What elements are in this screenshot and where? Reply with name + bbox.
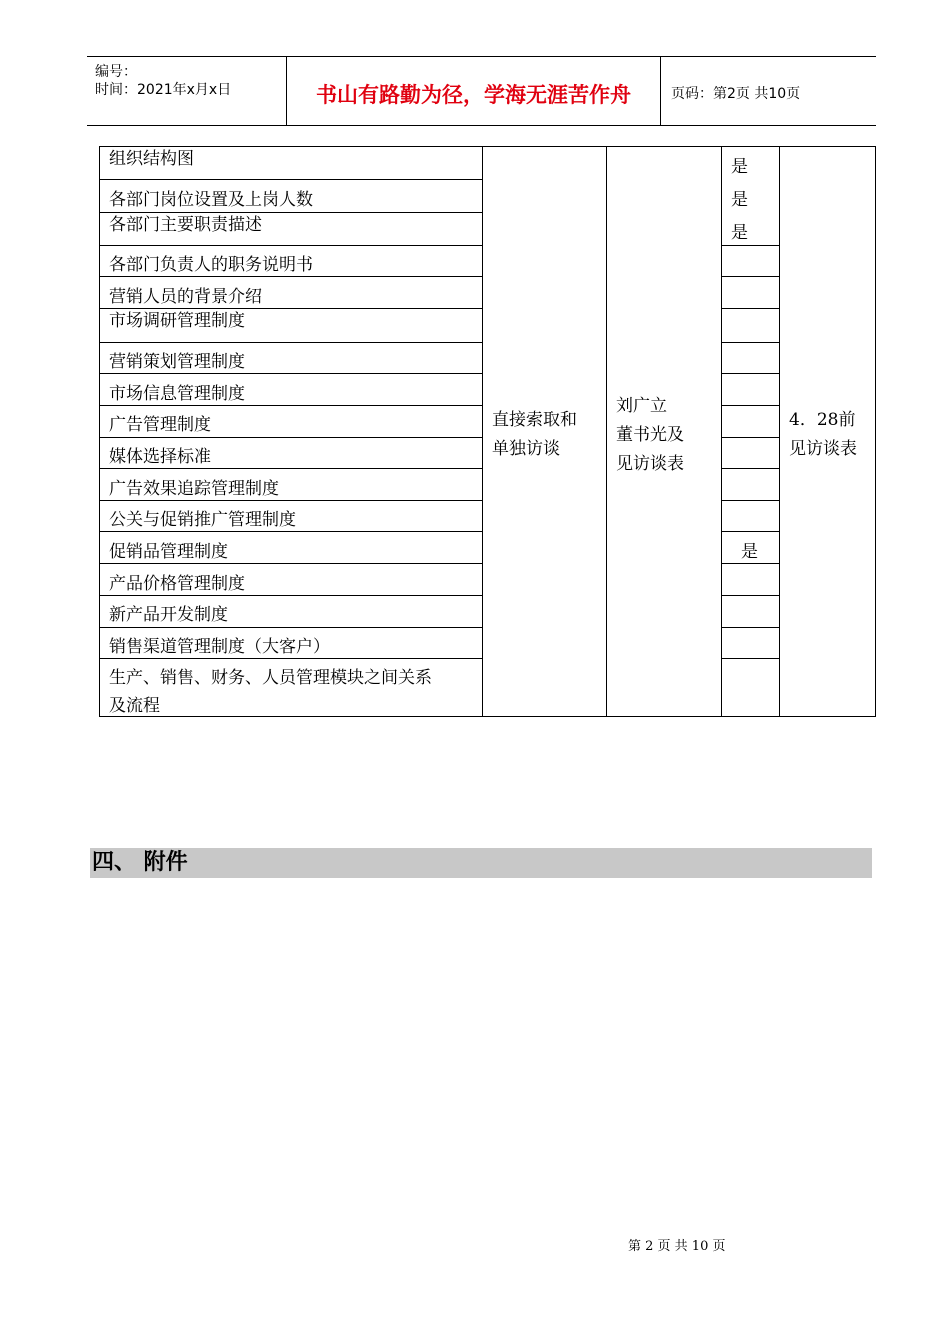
- table-item: 广告管理制度: [109, 415, 211, 435]
- table-item: 公关与促销推广管理制度: [109, 510, 296, 530]
- page-footer: 第 2 页 共 10 页: [628, 1239, 726, 1254]
- table-item: 产品价格管理制度: [109, 574, 245, 594]
- table-item: 各部门主要职责描述: [109, 215, 262, 235]
- table-row-divider: [99, 468, 483, 469]
- table-row-divider: [99, 531, 483, 532]
- table-row-divider: [721, 308, 780, 309]
- table-item: 营销人员的背景介绍: [109, 287, 262, 307]
- table-row-divider: [721, 595, 780, 596]
- table-item: 促销品管理制度: [109, 542, 228, 562]
- table-row-divider: [99, 308, 483, 309]
- deadline-line: 见访谈表: [789, 439, 857, 459]
- table-item: 各部门岗位设置及上岗人数: [109, 190, 313, 210]
- header-motto: 书山有路勤为径，学海无涯苦作舟: [316, 83, 631, 107]
- table-item: 市场信息管理制度: [109, 384, 245, 404]
- table-item: 媒体选择标准: [109, 447, 211, 467]
- table-column-divider: [606, 146, 607, 717]
- table-row-divider: [99, 373, 483, 374]
- header-page-number: 页码：第2页 共10页: [671, 86, 801, 102]
- table-row-divider: [721, 342, 780, 343]
- table-border: [875, 146, 876, 717]
- table-row-divider: [99, 276, 483, 277]
- table-row-divider: [721, 658, 780, 659]
- table-item: 生产、销售、财务、人员管理模块之间关系: [109, 668, 432, 688]
- responsible-person-cell: [616, 392, 684, 479]
- table-row-divider: [99, 627, 483, 628]
- table-row-divider: [99, 437, 483, 438]
- table-row-divider: [99, 563, 483, 564]
- table-item: 组织结构图: [109, 149, 194, 169]
- table-row-divider: [99, 500, 483, 501]
- table-column-divider: [721, 146, 722, 717]
- table-row-divider: [721, 405, 780, 406]
- table-item: 新产品开发制度: [109, 605, 228, 625]
- header-page-cell: [661, 57, 876, 125]
- section-title: 四、 附件: [92, 850, 188, 875]
- collection-method-line: 直接索取和: [492, 410, 577, 430]
- table-row-divider: [99, 212, 483, 213]
- collection-method-line: 单独访谈: [492, 439, 560, 459]
- table-row-divider: [99, 595, 483, 596]
- table-border: [99, 716, 876, 717]
- document-time-label: 时间：2021年x月x日: [95, 82, 232, 98]
- table-item: 广告效果追踪管理制度: [109, 479, 279, 499]
- document-number-label: 编号：: [95, 64, 137, 80]
- table-row-divider: [721, 276, 780, 277]
- table-item: 市场调研管理制度: [109, 311, 245, 331]
- table-row-divider: [721, 531, 780, 532]
- deadline-line: 4．28前: [789, 410, 856, 430]
- table-row-divider: [721, 627, 780, 628]
- table-row-divider: [99, 405, 483, 406]
- attachment-section-heading: [90, 848, 872, 878]
- table-border: [99, 146, 876, 147]
- table-row-divider: [721, 437, 780, 438]
- table-item: 销售渠道管理制度（大客户）: [109, 637, 330, 657]
- header-info-cell: [87, 57, 287, 125]
- table-row-divider: [99, 245, 483, 246]
- table-row-divider: [721, 468, 780, 469]
- table-row-divider: [99, 342, 483, 343]
- yes-mark: 是: [741, 542, 758, 562]
- deadline-cell: [789, 406, 857, 464]
- yes-mark: 是: [731, 157, 748, 177]
- responsible-person-line: 董书光及: [616, 425, 684, 445]
- table-item: 及流程: [109, 696, 160, 716]
- page-header: [87, 56, 876, 126]
- table-row-divider: [721, 500, 780, 501]
- table-item: 营销策划管理制度: [109, 352, 245, 372]
- table-row-divider: [99, 658, 483, 659]
- table-border: [99, 146, 100, 717]
- table-column-divider: [482, 146, 483, 717]
- header-motto-cell: [287, 57, 661, 125]
- responsible-person-line: 见访谈表: [616, 454, 684, 474]
- yes-mark: 是: [731, 223, 748, 243]
- table-row-divider: [99, 179, 483, 180]
- table-column-divider: [779, 146, 780, 717]
- yes-mark: 是: [731, 190, 748, 210]
- table-row-divider: [721, 373, 780, 374]
- table-row-divider: [721, 563, 780, 564]
- collection-method-cell: [492, 406, 577, 464]
- table-row-divider: [721, 245, 780, 246]
- table-item: 各部门负责人的职务说明书: [109, 255, 313, 275]
- materials-table: [99, 146, 876, 717]
- responsible-person-line: 刘广立: [616, 396, 667, 416]
